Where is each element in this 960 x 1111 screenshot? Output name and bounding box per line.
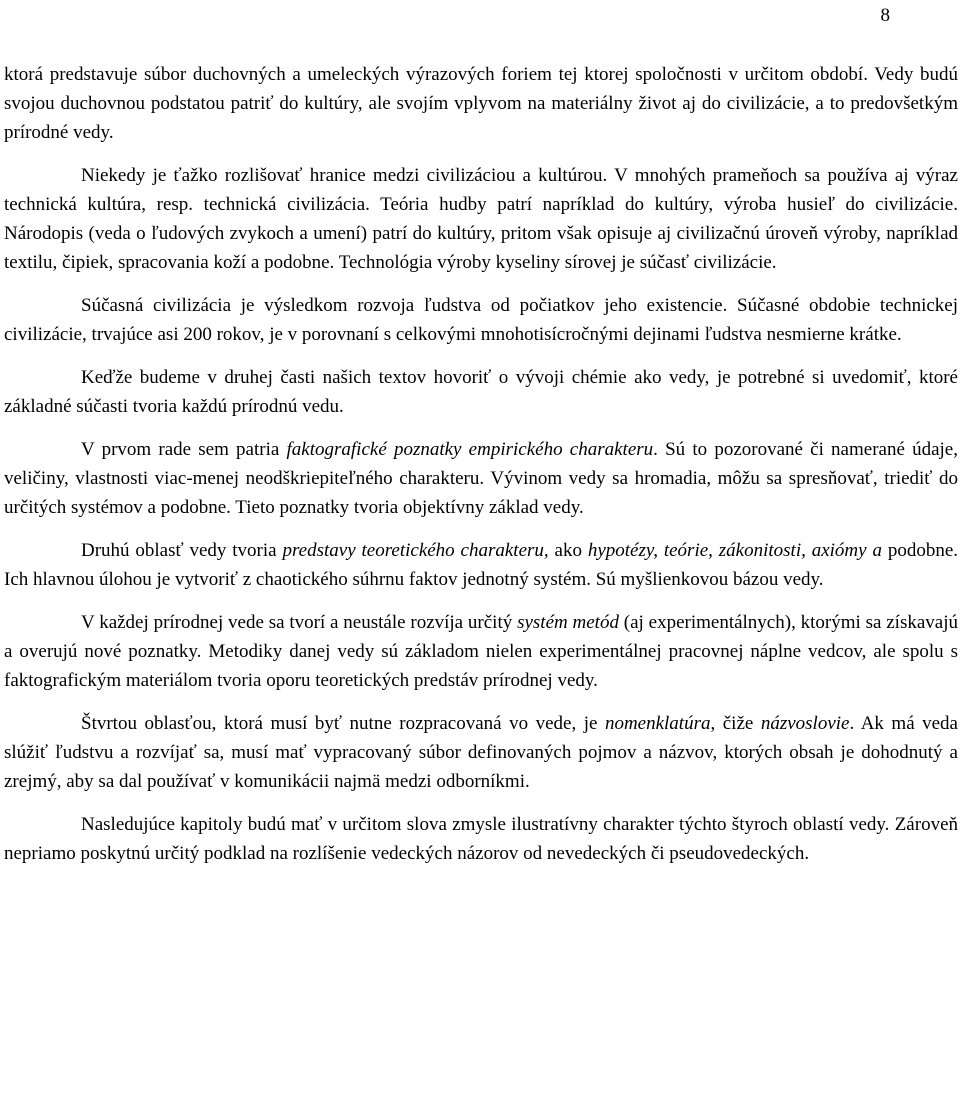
italic-phrase: predstavy teoretického charakteru, [282,540,549,561]
paragraph [4,810,958,868]
text-run: podobne. Ich hlavnou úlohou je vytvoriť z chaotického súhrnu faktov jednotný systém. Sú myšlienkovou bázou vedy. [4,540,958,590]
text-run: Druhú oblasť vedy tvoria [81,540,283,561]
italic-phrase: hypotézy, teórie, zákonitosti, axiómy a [587,540,882,561]
text-run: Niekedy je ťažko rozlišovať hranice medzi civilizáciou a kultúrou. V mnohých prameňoch sa používa aj výraz technická kultúra, resp. technická civilizácia. Teória hudby patrí napríklad do kultúry, výroba husieľ do civilizácie. Národopis (veda o ľudových zvykoch a umení) patrí do kultúry, pritom však opisuje aj civilizačnú úroveň výroby, napríklad textilu, čipiek, spracovania koží a podobne. Technológia výroby kyseliny sírovej je súčasť civilizácie. [4,165,958,273]
italic-phrase: názvoslovie [760,713,850,734]
paragraph [4,536,958,594]
text-run: , čiže [710,713,761,734]
paragraph [4,608,958,695]
text-run: (aj experimentálnych), ktorými sa získavajú a overujú nové poznatky. Metodiky danej vedy sú základom nielen experimentálnej pracovnej náplne vedcov, ale spolu s faktografickým materiálom tvoria oporu teoretických predstáv prírodnej vedy. [4,612,958,691]
text-run: . Sú to pozorované či namerané údaje, veličiny, vlastnosti viac-menej neodškriepiteľného charakteru. Vývinom vedy sa hromadia, môžu sa spresňovať, triediť do určitých systémov a podobne. Tieto poznatky tvoria objektívny základ vedy. [4,439,958,518]
italic-phrase: faktografické poznatky empirického charakteru [286,439,654,460]
text-run: Nasledujúce kapitoly budú mať v určitom slova zmysle ilustratívny charakter týchto štyroch oblastí vedy. Zároveň nepriamo poskytnú určitý podklad na rozlíšenie vedeckých názorov od nevedeckých či pseudovedeckých. [4,814,958,864]
page-number: 8 [880,5,890,26]
text-run: Štvrtou oblasťou, ktorá musí byť nutne rozpracovaná vo vede, je [81,713,605,734]
paragraph [4,291,958,349]
document-body [4,60,958,868]
paragraph [4,363,958,421]
text-run: V prvom rade sem patria [81,439,287,460]
italic-phrase: nomenklatúra [604,713,711,734]
text-run: Súčasná civilizácia je výsledkom rozvoja ľudstva od počiatkov jeho existencie. Súčasné obdobie technickej civilizácie, trvajúce asi 200 rokov, je v porovnaní s celkovými mnohotisícročnými dejinami ľudstva nesmierne krátke. [4,295,958,345]
text-run: V každej prírodnej vede sa tvorí a neustále rozvíja určitý [81,612,518,633]
paragraph [4,435,958,522]
text-run: ako [548,540,588,561]
text-run: . Ak má veda slúžiť ľudstvu a rozvíjať sa, musí mať vypracovaný súbor definovaných pojmov a názvov, ktorých obsah je dohodnutý a zrejmý, aby sa dal používať v komunikácii najmä medzi odborníkmi. [4,713,958,792]
text-run: Keďže budeme v druhej časti našich textov hovoriť o vývoji chémie ako vedy, je potrebné si uvedomiť, ktoré základné súčasti tvoria každú prírodnú vedu. [4,367,958,417]
paragraph [4,60,958,147]
text-run: ktorá predstavuje súbor duchovných a umeleckých výrazových foriem tej ktorej spoločnosti v určitom období. Vedy budú svojou duchovnou podstatou patriť do kultúry, ale svojím vplyvom na materiálny život aj do civilizácie, a to predovšetkým prírodné vedy. [4,64,958,143]
italic-phrase: systém metód [517,612,619,633]
paragraph [4,161,958,277]
paragraph [4,709,958,796]
